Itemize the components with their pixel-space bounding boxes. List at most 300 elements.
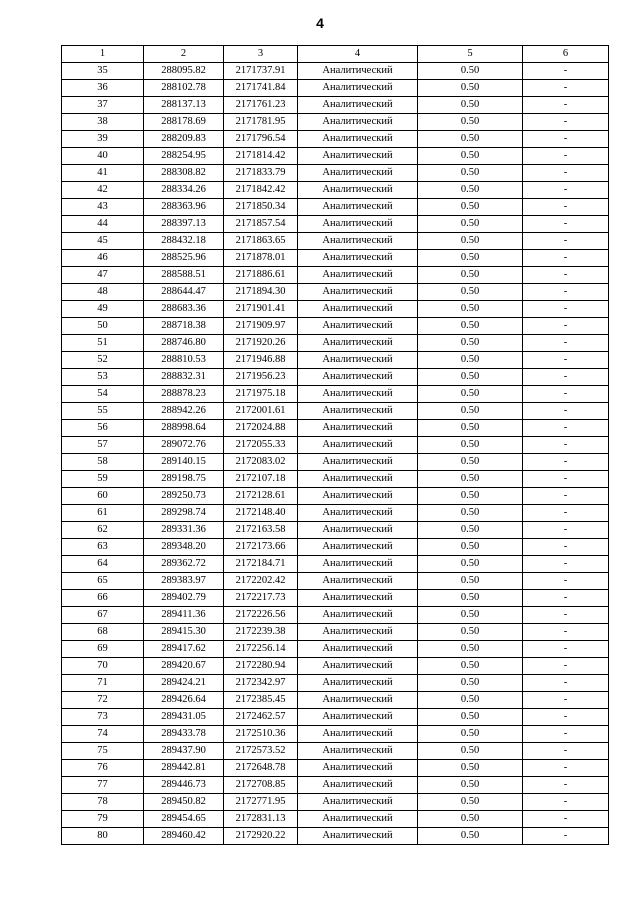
table-cell: 289433.78 [144, 726, 224, 743]
table-cell: 0.50 [418, 726, 523, 743]
table-cell: - [523, 250, 609, 267]
table-row [62, 726, 609, 743]
table-cell: 2172163.58 [224, 522, 298, 539]
table-cell: 54 [62, 386, 144, 403]
table-cell: - [523, 63, 609, 80]
table-cell: 0.50 [418, 148, 523, 165]
table-cell: 0.50 [418, 454, 523, 471]
table-cell: Аналитический [298, 811, 418, 828]
table-cell: Аналитический [298, 216, 418, 233]
table-row [62, 148, 609, 165]
table-cell: 0.50 [418, 182, 523, 199]
table-cell: - [523, 148, 609, 165]
table-cell: 2172202.42 [224, 573, 298, 590]
table-cell: 0.50 [418, 80, 523, 97]
table-cell: 288102.78 [144, 80, 224, 97]
table-cell: 2172173.66 [224, 539, 298, 556]
table-cell: - [523, 369, 609, 386]
table-cell: 2172107.18 [224, 471, 298, 488]
table-cell: 55 [62, 403, 144, 420]
table-cell: Аналитический [298, 692, 418, 709]
table-cell: - [523, 352, 609, 369]
table-cell: Аналитический [298, 573, 418, 590]
table-cell: 288209.83 [144, 131, 224, 148]
table-cell: 288746.80 [144, 335, 224, 352]
table-cell: - [523, 692, 609, 709]
table-cell: Аналитический [298, 760, 418, 777]
table-cell: Аналитический [298, 522, 418, 539]
table-cell: 43 [62, 199, 144, 216]
table-cell: - [523, 97, 609, 114]
table-cell: 288644.47 [144, 284, 224, 301]
table-cell: 0.50 [418, 471, 523, 488]
table-cell: - [523, 522, 609, 539]
table-cell: 2171956.23 [224, 369, 298, 386]
table-cell: 2171857.54 [224, 216, 298, 233]
table-cell: 289331.36 [144, 522, 224, 539]
table-cell: - [523, 199, 609, 216]
table-cell: 75 [62, 743, 144, 760]
table-cell: Аналитический [298, 777, 418, 794]
table-cell: 289298.74 [144, 505, 224, 522]
table-row [62, 216, 609, 233]
table-cell: 288810.53 [144, 352, 224, 369]
table-cell: 289446.73 [144, 777, 224, 794]
table-cell: Аналитический [298, 624, 418, 641]
table-cell: Аналитический [298, 590, 418, 607]
table-cell: 289198.75 [144, 471, 224, 488]
table-cell: - [523, 624, 609, 641]
table-cell: 0.50 [418, 539, 523, 556]
table-cell: 2172831.13 [224, 811, 298, 828]
table-row [62, 692, 609, 709]
table-cell: 52 [62, 352, 144, 369]
table-cell: 2172148.40 [224, 505, 298, 522]
table-cell: 2171737.91 [224, 63, 298, 80]
table-row [62, 386, 609, 403]
table-cell: - [523, 505, 609, 522]
table-cell: Аналитический [298, 743, 418, 760]
table-row [62, 471, 609, 488]
table-cell: 0.50 [418, 97, 523, 114]
table-cell: 288683.36 [144, 301, 224, 318]
table-cell: - [523, 454, 609, 471]
table-cell: 48 [62, 284, 144, 301]
table-cell: 2171850.34 [224, 199, 298, 216]
table-cell: - [523, 726, 609, 743]
table-cell: Аналитический [298, 420, 418, 437]
table-cell: - [523, 641, 609, 658]
table-cell: - [523, 216, 609, 233]
header-cell: 3 [224, 46, 298, 63]
table-row [62, 318, 609, 335]
table-cell: 80 [62, 828, 144, 845]
table-row [62, 641, 609, 658]
table-row [62, 284, 609, 301]
table-cell: 79 [62, 811, 144, 828]
table-cell: Аналитический [298, 471, 418, 488]
table-cell: Аналитический [298, 726, 418, 743]
table-cell: Аналитический [298, 488, 418, 505]
table-cell: 288525.96 [144, 250, 224, 267]
table-cell: - [523, 556, 609, 573]
table-row [62, 267, 609, 284]
table-cell: - [523, 420, 609, 437]
table-cell: 0.50 [418, 233, 523, 250]
table-cell: 0.50 [418, 709, 523, 726]
table-cell: 67 [62, 607, 144, 624]
table-cell: Аналитический [298, 539, 418, 556]
table-cell: 289454.65 [144, 811, 224, 828]
table-cell: 289140.15 [144, 454, 224, 471]
table-cell: Аналитический [298, 318, 418, 335]
table-row [62, 505, 609, 522]
table-cell: - [523, 386, 609, 403]
table-cell: - [523, 709, 609, 726]
table-cell: 2172055.33 [224, 437, 298, 454]
header-cell: 2 [144, 46, 224, 63]
table-cell: 2172184.71 [224, 556, 298, 573]
table-cell: 0.50 [418, 641, 523, 658]
table-cell: 289348.20 [144, 539, 224, 556]
table-row [62, 488, 609, 505]
table-row [62, 607, 609, 624]
table-cell: Аналитический [298, 641, 418, 658]
table-cell: 0.50 [418, 437, 523, 454]
table-cell: 44 [62, 216, 144, 233]
table-cell: 2172462.57 [224, 709, 298, 726]
table-row [62, 80, 609, 97]
table-cell: Аналитический [298, 403, 418, 420]
page-number: 4 [316, 15, 324, 31]
table-cell: Аналитический [298, 352, 418, 369]
table-cell: Аналитический [298, 828, 418, 845]
table-cell: - [523, 488, 609, 505]
table-row [62, 743, 609, 760]
table-cell: 0.50 [418, 624, 523, 641]
table-cell: Аналитический [298, 607, 418, 624]
table-cell: 68 [62, 624, 144, 641]
table-cell: - [523, 165, 609, 182]
table-row [62, 369, 609, 386]
table-cell: 2171741.84 [224, 80, 298, 97]
table-cell: - [523, 284, 609, 301]
table-cell: 289411.36 [144, 607, 224, 624]
table-cell: 2171901.41 [224, 301, 298, 318]
table-cell: 288878.23 [144, 386, 224, 403]
table-cell: Аналитический [298, 131, 418, 148]
table-cell: 42 [62, 182, 144, 199]
table-cell: 66 [62, 590, 144, 607]
table-cell: 289442.81 [144, 760, 224, 777]
table-cell: 0.50 [418, 199, 523, 216]
table-row [62, 777, 609, 794]
table-cell: 71 [62, 675, 144, 692]
table-row [62, 63, 609, 80]
table-cell: 0.50 [418, 743, 523, 760]
table-row [62, 811, 609, 828]
table-cell: 36 [62, 80, 144, 97]
table-row [62, 760, 609, 777]
table-body [62, 63, 609, 845]
table-row [62, 114, 609, 131]
table-cell: Аналитический [298, 199, 418, 216]
table-cell: 0.50 [418, 488, 523, 505]
table-cell: 74 [62, 726, 144, 743]
table-cell: Аналитический [298, 148, 418, 165]
table-cell: 2172648.78 [224, 760, 298, 777]
table-cell: 288998.64 [144, 420, 224, 437]
table-cell: 2171796.54 [224, 131, 298, 148]
table-row [62, 539, 609, 556]
table-cell: 0.50 [418, 369, 523, 386]
table-cell: 2172024.88 [224, 420, 298, 437]
table-cell: 289426.64 [144, 692, 224, 709]
table-cell: 38 [62, 114, 144, 131]
table-cell: 2171878.01 [224, 250, 298, 267]
table-cell: - [523, 760, 609, 777]
table-cell: 2172226.56 [224, 607, 298, 624]
header-row [62, 46, 609, 63]
table-cell: 0.50 [418, 284, 523, 301]
table-cell: 288718.38 [144, 318, 224, 335]
table-row [62, 454, 609, 471]
table-row [62, 131, 609, 148]
table-cell: Аналитический [298, 658, 418, 675]
table-cell: - [523, 403, 609, 420]
table-cell: 288432.18 [144, 233, 224, 250]
table-cell: Аналитический [298, 369, 418, 386]
table-cell: 60 [62, 488, 144, 505]
table-cell: 288832.31 [144, 369, 224, 386]
table-cell: - [523, 777, 609, 794]
table-cell: 288137.13 [144, 97, 224, 114]
table-cell: Аналитический [298, 284, 418, 301]
table-cell: 46 [62, 250, 144, 267]
table-cell: 2171842.42 [224, 182, 298, 199]
table-row [62, 165, 609, 182]
table-row [62, 335, 609, 352]
table-cell: 62 [62, 522, 144, 539]
table-cell: 2172510.36 [224, 726, 298, 743]
table-row [62, 301, 609, 318]
table-cell: 0.50 [418, 420, 523, 437]
table-cell: 69 [62, 641, 144, 658]
table-cell: 61 [62, 505, 144, 522]
table-cell: 57 [62, 437, 144, 454]
table-row [62, 590, 609, 607]
table-cell: 0.50 [418, 63, 523, 80]
table-cell: - [523, 182, 609, 199]
table-cell: 289420.67 [144, 658, 224, 675]
table-cell: 0.50 [418, 114, 523, 131]
header-cell: 1 [62, 46, 144, 63]
table-cell: Аналитический [298, 794, 418, 811]
table-cell: 289431.05 [144, 709, 224, 726]
table-cell: 0.50 [418, 811, 523, 828]
table-cell: - [523, 301, 609, 318]
table-cell: Аналитический [298, 165, 418, 182]
table-cell: 2172708.85 [224, 777, 298, 794]
table-cell: 0.50 [418, 573, 523, 590]
table-row [62, 522, 609, 539]
table-cell: 2172573.52 [224, 743, 298, 760]
table-cell: Аналитический [298, 97, 418, 114]
table-cell: - [523, 335, 609, 352]
table-cell: 2172280.94 [224, 658, 298, 675]
table-cell: 0.50 [418, 692, 523, 709]
table-cell: 58 [62, 454, 144, 471]
table-cell: 50 [62, 318, 144, 335]
table-cell: 0.50 [418, 828, 523, 845]
table-cell: 289402.79 [144, 590, 224, 607]
table-cell: - [523, 675, 609, 692]
table-cell: - [523, 573, 609, 590]
header-cell: 5 [418, 46, 523, 63]
table-cell: 56 [62, 420, 144, 437]
table-cell: 289437.90 [144, 743, 224, 760]
table-cell: 288254.95 [144, 148, 224, 165]
table-cell: 39 [62, 131, 144, 148]
table-cell: 2171975.18 [224, 386, 298, 403]
table-cell: - [523, 437, 609, 454]
table-cell: 0.50 [418, 301, 523, 318]
table-cell: 2172083.02 [224, 454, 298, 471]
table-cell: 70 [62, 658, 144, 675]
table-cell: 288308.82 [144, 165, 224, 182]
table-cell: Аналитический [298, 505, 418, 522]
table-cell: Аналитический [298, 437, 418, 454]
table-cell: - [523, 233, 609, 250]
table-cell: Аналитический [298, 80, 418, 97]
table-cell: - [523, 267, 609, 284]
table-row [62, 352, 609, 369]
table-cell: 0.50 [418, 250, 523, 267]
table-cell: - [523, 131, 609, 148]
table-cell: 0.50 [418, 658, 523, 675]
table-cell: - [523, 811, 609, 828]
table-row [62, 199, 609, 216]
table-cell: 0.50 [418, 131, 523, 148]
table-cell: 64 [62, 556, 144, 573]
table-cell: Аналитический [298, 556, 418, 573]
table-cell: Аналитический [298, 675, 418, 692]
table-row [62, 709, 609, 726]
table-cell: 288334.26 [144, 182, 224, 199]
table-cell: 2172239.38 [224, 624, 298, 641]
table-cell: 288178.69 [144, 114, 224, 131]
table-cell: 0.50 [418, 403, 523, 420]
table-cell: 2172001.61 [224, 403, 298, 420]
table-cell: 288397.13 [144, 216, 224, 233]
table-cell: 2171781.95 [224, 114, 298, 131]
table-cell: 2172217.73 [224, 590, 298, 607]
table-cell: 2172256.14 [224, 641, 298, 658]
table-cell: 0.50 [418, 386, 523, 403]
table-row [62, 233, 609, 250]
table-cell: 288942.26 [144, 403, 224, 420]
table-cell: 289424.21 [144, 675, 224, 692]
table-row [62, 437, 609, 454]
table-cell: Аналитический [298, 386, 418, 403]
table-cell: 45 [62, 233, 144, 250]
table-cell: 2171761.23 [224, 97, 298, 114]
table-cell: Аналитический [298, 267, 418, 284]
table-cell: 37 [62, 97, 144, 114]
table-cell: 288363.96 [144, 199, 224, 216]
table-cell: 59 [62, 471, 144, 488]
table-cell: 0.50 [418, 777, 523, 794]
table-cell: - [523, 658, 609, 675]
table-cell: 2172128.61 [224, 488, 298, 505]
table-cell: - [523, 80, 609, 97]
table-cell: 2171833.79 [224, 165, 298, 182]
table-cell: 288095.82 [144, 63, 224, 80]
table-cell: 41 [62, 165, 144, 182]
table-cell: 40 [62, 148, 144, 165]
table-cell: 2171863.65 [224, 233, 298, 250]
table-row [62, 403, 609, 420]
table-row [62, 794, 609, 811]
table-row [62, 420, 609, 437]
coordinates-table [61, 45, 609, 845]
table-cell: 51 [62, 335, 144, 352]
table-cell: Аналитический [298, 709, 418, 726]
header-cell: 6 [523, 46, 609, 63]
table-cell: 2171894.30 [224, 284, 298, 301]
table-cell: 289383.97 [144, 573, 224, 590]
table-cell: 0.50 [418, 216, 523, 233]
table-cell: 2171814.42 [224, 148, 298, 165]
table-cell: 63 [62, 539, 144, 556]
table-cell: 65 [62, 573, 144, 590]
table-row [62, 573, 609, 590]
table-row [62, 182, 609, 199]
table-cell: 72 [62, 692, 144, 709]
table-row [62, 624, 609, 641]
table-cell: 2172920.22 [224, 828, 298, 845]
table-cell: - [523, 114, 609, 131]
table-cell: 0.50 [418, 522, 523, 539]
table-cell: 73 [62, 709, 144, 726]
table-cell: 2172342.97 [224, 675, 298, 692]
table-cell: - [523, 607, 609, 624]
table-cell: Аналитический [298, 63, 418, 80]
table-cell: 0.50 [418, 794, 523, 811]
table-cell: Аналитический [298, 114, 418, 131]
table-cell: Аналитический [298, 335, 418, 352]
table-cell: Аналитический [298, 182, 418, 199]
table-cell: 0.50 [418, 318, 523, 335]
table-cell: 2172771.95 [224, 794, 298, 811]
table-cell: 2172385.45 [224, 692, 298, 709]
table-cell: 0.50 [418, 760, 523, 777]
table-cell: 2171920.26 [224, 335, 298, 352]
table-cell: Аналитический [298, 250, 418, 267]
table-cell: 289072.76 [144, 437, 224, 454]
table-cell: - [523, 471, 609, 488]
table-cell: 47 [62, 267, 144, 284]
table-cell: 288588.51 [144, 267, 224, 284]
table-cell: 289417.62 [144, 641, 224, 658]
table-cell: - [523, 828, 609, 845]
table-cell: 289450.82 [144, 794, 224, 811]
table-cell: 2171946.88 [224, 352, 298, 369]
table-cell: 2171886.61 [224, 267, 298, 284]
table-cell: 0.50 [418, 556, 523, 573]
table-cell: 289250.73 [144, 488, 224, 505]
table-cell: - [523, 743, 609, 760]
